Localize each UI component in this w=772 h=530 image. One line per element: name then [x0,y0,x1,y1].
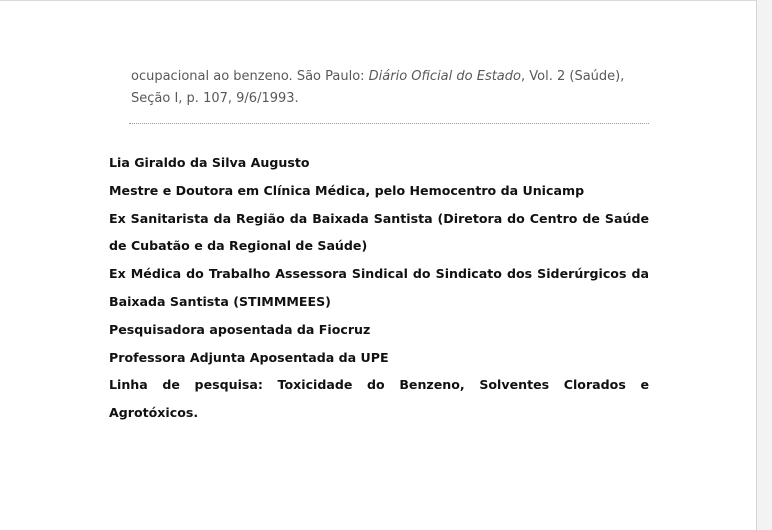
author-bio [109,149,649,427]
page-top-border [0,0,756,1]
footnote-text [131,66,651,110]
vertical-scrollbar[interactable] [757,0,772,530]
footnote-journal-title: Diário Oficial do Estado [368,69,521,84]
bio-line-fiocruz: Pesquisadora aposentada da Fiocruz [109,321,371,337]
dotted-separator [129,123,649,124]
author-name: Lia Giraldo da Silva Augusto [109,155,310,170]
bio-line-sanitarista: Ex Sanitarista da Região da Baixada Santista (Diretora do Centro de Saúde de Cubatão e da Regional de Saúde) [109,210,649,254]
bio-line-upe: Professora Adjunta Aposentada da UPE [109,349,389,365]
bio-line-degree: Mestre e Doutora em Clínica Médica, pelo Hemocentro da Unicamp [109,182,585,198]
footnote-text-start: ocupacional ao benzeno. São Paulo: [131,69,369,84]
footnote-text-end: , Vol. 2 (Saúde), Seção I, p. 107, 9/6/1993. [131,69,625,106]
bio-line-medica-trabalho: Ex Médica do Trabalho Assessora Sindical do Sindicato dos Siderúrgicos da Baixada Santista (STIMMMEES) [109,266,649,309]
bio-line-research: Linha de pesquisa: Toxicidade do Benzeno, Solventes Clorados e Agrotóxicos. [109,377,649,421]
